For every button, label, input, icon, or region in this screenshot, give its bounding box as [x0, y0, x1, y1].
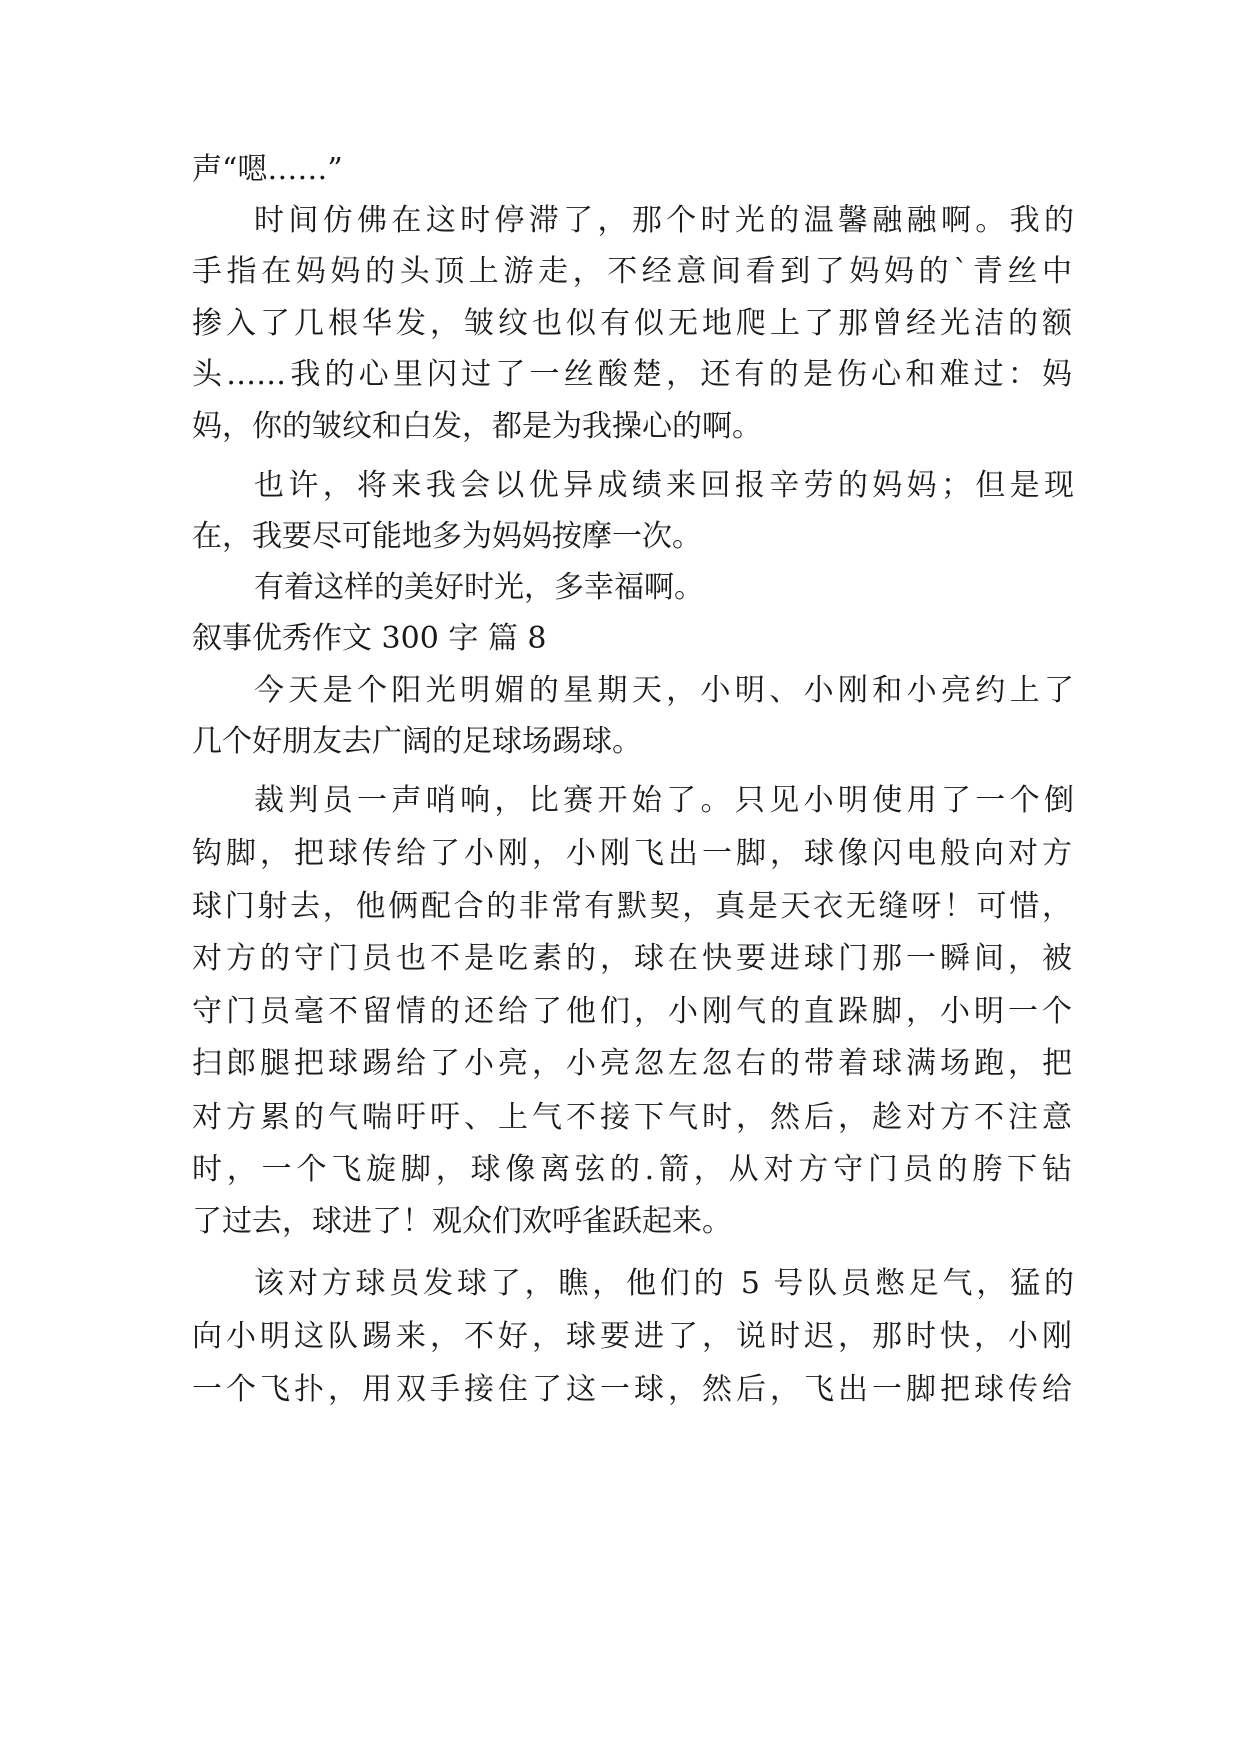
text-line: 掺入了几根华发，皱纹也似有似无地爬上了那曾经光洁的额	[192, 306, 1072, 341]
text-line: 时，一个飞旋脚，球像离弦的.箭，从对方守门员的胯下钻	[192, 1152, 1072, 1187]
text-line: 声“嗯……”	[192, 152, 343, 187]
text-line: 了过去，球进了！观众们欢呼雀跃起来。	[192, 1204, 732, 1239]
text-line: 一个飞扑，用双手接住了这一球，然后，飞出一脚把球传给	[192, 1372, 1072, 1407]
text-line: 在，我要尽可能地多为妈妈按摩一次。	[192, 519, 702, 554]
paragraph-first-line: 时间仿佛在这时停滞了，那个时光的温馨融融啊。我的	[254, 203, 1074, 238]
text-line: 头……我的心里闪过了一丝酸楚，还有的是伤心和难过：妈	[192, 357, 1072, 392]
text-line: 妈，你的皱纹和白发，都是为我操心的啊。	[192, 409, 762, 444]
text-line: 对方的守门员也不是吃素的，球在快要进球门那一瞬间，被	[192, 941, 1072, 976]
text-line: 对方累的气喘吁吁、上气不接下气时，然后，趁对方不注意	[192, 1100, 1072, 1135]
text-line: 守门员毫不留情的还给了他们，小刚气的直跺脚，小明一个	[192, 994, 1072, 1029]
paragraph-first-line: 有着这样的美好时光，多幸福啊。	[254, 570, 704, 605]
paragraph-first-line: 该对方球员发球了，瞧，他们的 5 号队员憋足气，猛的	[254, 1266, 1074, 1301]
text-line: 向小明这队踢来，不好，球要进了，说时迟，那时快，小刚	[192, 1319, 1072, 1354]
section-heading: 叙事优秀作文 300 字 篇 8	[192, 621, 547, 656]
text-line: 钩脚，把球传给了小刚，小刚飞出一脚，球像闪电般向对方	[192, 836, 1072, 871]
text-line: 几个好朋友去广阔的足球场踢球。	[192, 724, 642, 759]
text-line: 扫郎腿把球踢给了小亮，小亮忽左忽右的带着球满场跑，把	[192, 1046, 1072, 1081]
text-line: 球门射去，他俩配合的非常有默契，真是天衣无缝呀！可惜，	[192, 889, 1072, 924]
paragraph-first-line: 也许，将来我会以优异成绩来回报辛劳的妈妈；但是现	[254, 468, 1074, 503]
text-line: 手指在妈妈的头顶上游走，不经意间看到了妈妈的`青丝中	[192, 254, 1072, 289]
paragraph-first-line: 裁判员一声哨响，比赛开始了。只见小明使用了一个倒	[254, 783, 1074, 818]
paragraph-first-line: 今天是个阳光明媚的星期天，小明、小刚和小亮约上了	[254, 673, 1074, 708]
